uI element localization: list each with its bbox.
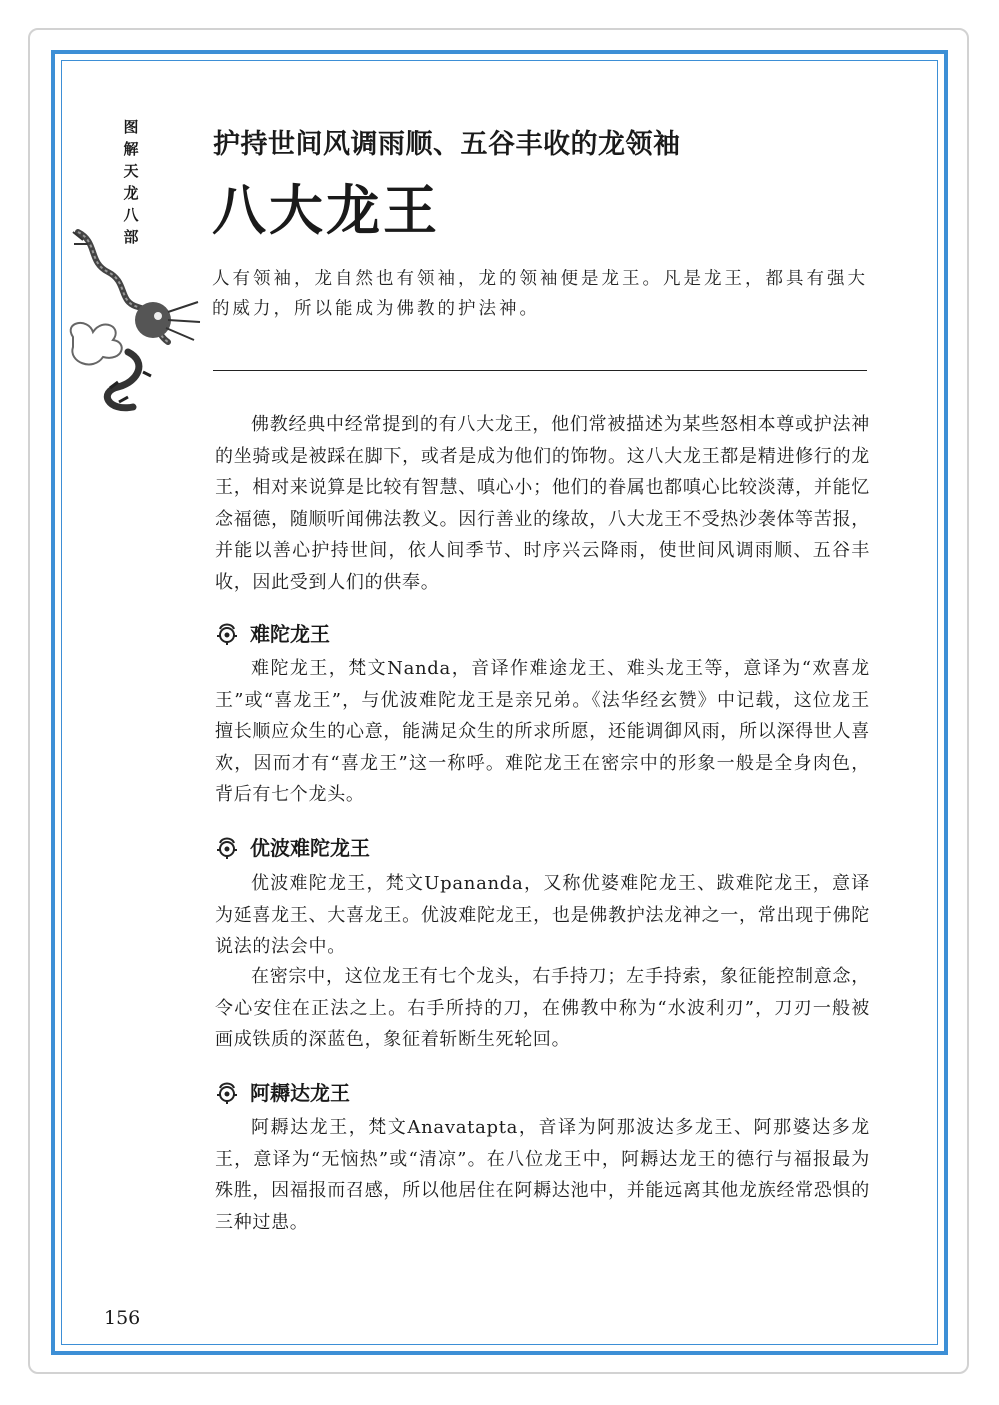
section-heading-nanda <box>214 618 330 647</box>
section-paragraph: 难陀龙王，梵文Nanda，音译作难途龙王、难头龙王等，意译为“欢喜龙王”或“喜龙王”，与优波难陀龙王是亲兄弟。《法华经玄赞》中记载，这位龙王擅长顺应众生的心意，能满足众生的所求所愿，还能调御风雨，所以深得世人喜欢，因而才有“喜龙王”这一称呼。难陀龙王在密宗中的形象一般是全身肉色，背后有七个龙头。 <box>215 658 870 805</box>
section-paragraph: 在密宗中，这位龙王有七个龙头，右手持刀；左手持索，象征能控制意念，令心安住在正法之上。右手所持的刀，在佛教中称为“水波利刃”，刀刃一般被画成铁质的深蓝色，象征着斩断生死轮回。 <box>215 966 870 1050</box>
section-paragraph: 优波难陀龙王，梵文Upananda，又称优婆难陀龙王、跋难陀龙王，意译为延喜龙王、大喜龙王。优波难陀龙王，也是佛教护法龙神之一，常出现于佛陀说法的法会中。 <box>215 873 870 957</box>
section-heading-anavatapta <box>214 1077 350 1106</box>
section-heading-text: 阿耨达龙王 <box>250 1081 350 1105</box>
opening-paragraph: 佛教经典中经常提到的有八大龙王，他们常被描述为某些怒相本尊或护法神的坐骑或是被踩在脚下，或者是成为他们的饰物。这八大龙王都是精进修行的龙王，相对来说算是比较有智慧、嗔心小；他们的眷属也都嗔心比较淡薄，并能忆念福德，随顺听闻佛法教义。因行善业的缘故，八大龙王不受热沙袭体等苦报，并能以善心护持世间，依人间季节、时序兴云降雨，使世间风调雨顺、五谷丰收，因此受到人们的供奉。 <box>215 414 870 593</box>
title-divider <box>213 370 867 371</box>
dharma-wheel-icon <box>214 1079 240 1105</box>
section-heading-upananda <box>214 832 370 861</box>
dragon-illustration <box>58 222 208 417</box>
page-title: 八大龙王 <box>212 179 440 242</box>
section-heading-text: 难陀龙王 <box>250 622 330 646</box>
intro-summary: 人有领袖，龙自然也有领袖，龙的领袖便是龙王。凡是龙王，都具有强大的威力，所以能成为佛教的护法神。 <box>212 269 868 319</box>
section-paragraph: 阿耨达龙王，梵文Anavatapta，音译为阿那波达多龙王、阿那婆达多龙王，意译为“无恼热”或“清凉”。在八位龙王中，阿耨达龙王的德行与福报最为殊胜，因福报而召感，所以他居住在阿耨达池中，并能远离其他龙族经常恐惧的三种过患。 <box>215 1117 870 1233</box>
dharma-wheel-icon <box>214 834 240 860</box>
section-heading-text: 优波难陀龙王 <box>250 836 370 860</box>
dharma-wheel-icon <box>214 620 240 646</box>
page-subtitle: 护持世间风调雨顺、五谷丰收的龙领袖 <box>213 129 681 160</box>
series-label: 图解天龙八部 <box>123 118 139 246</box>
page-number: 156 <box>104 1307 141 1329</box>
